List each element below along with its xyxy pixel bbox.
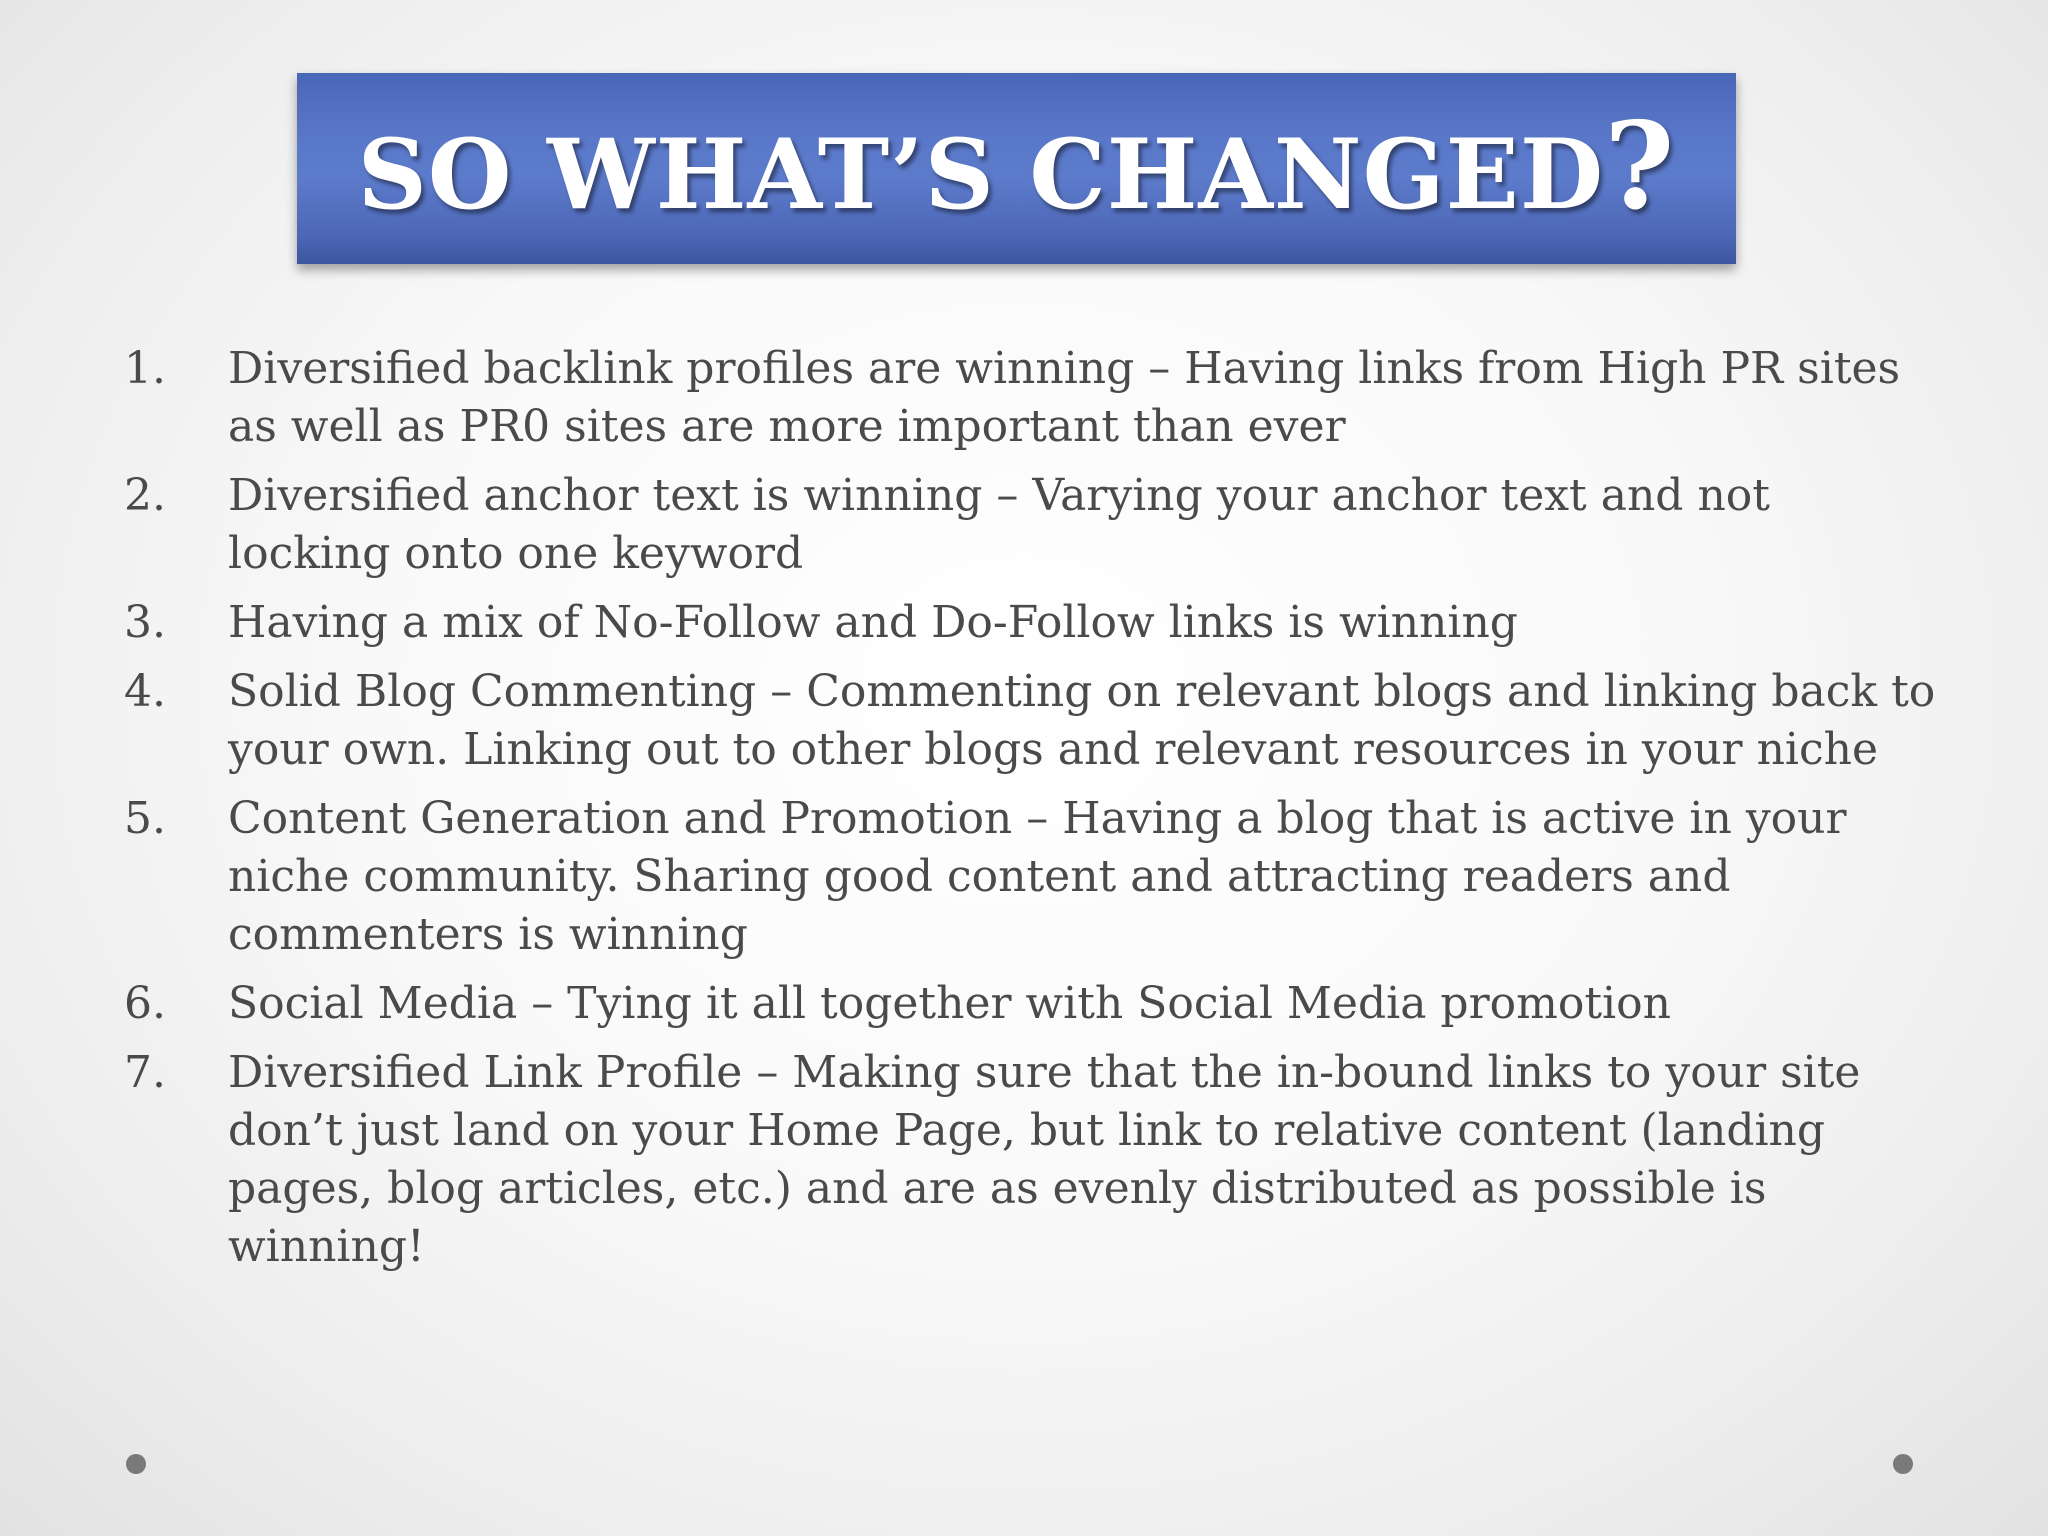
decorative-dot-left (126, 1454, 146, 1474)
list-item-number: 3. (124, 597, 166, 648)
list-item (124, 1044, 1944, 1276)
list-item (124, 340, 1944, 456)
list-item (124, 663, 1944, 779)
list-item-text: Social Media – Tying it all together with Social Media promotion (228, 978, 1671, 1029)
slide-title-text: SO WHAT’S CHANGED (357, 118, 1605, 231)
bullet-list (124, 340, 1944, 1287)
slide-title (358, 96, 1676, 237)
list-item (124, 467, 1944, 583)
list-item (124, 975, 1944, 1033)
list-item-text: Diversified Link Profile – Making sure that the in-bound links to your site don’t just land on your Home Page, but link to relative content (landing pages, blog articles, etc.) and are as evenly distributed as possible is winning! (228, 1047, 1861, 1272)
list-item-text: Content Generation and Promotion – Having a blog that is active in your niche community. Sharing good content and attracting readers and commenters is winning (228, 793, 1847, 960)
list-item-text: Diversified anchor text is winning – Varying your anchor text and not locking onto one keyword (228, 470, 1770, 579)
list-item (124, 790, 1944, 964)
slide-title-question-mark: ? (1604, 96, 1676, 237)
list-item-number: 5. (124, 793, 166, 844)
list-item-number: 6. (124, 978, 166, 1029)
list-item (124, 594, 1944, 652)
list-item-text: Diversified backlink profiles are winning – Having links from High PR sites as well as PR0 sites are more important than ever (228, 343, 1901, 452)
list-item-number: 1. (124, 343, 166, 394)
list-item-text: Having a mix of No-Follow and Do-Follow links is winning (228, 597, 1518, 648)
list-item-text: Solid Blog Commenting – Commenting on relevant blogs and linking back to your own. Linking out to other blogs and relevant resources in your niche (228, 666, 1936, 775)
list-item-number: 7. (124, 1047, 166, 1098)
list-item-number: 2. (124, 470, 166, 521)
list-item-number: 4. (124, 666, 166, 717)
title-banner (297, 73, 1736, 264)
decorative-dot-right (1893, 1454, 1913, 1474)
